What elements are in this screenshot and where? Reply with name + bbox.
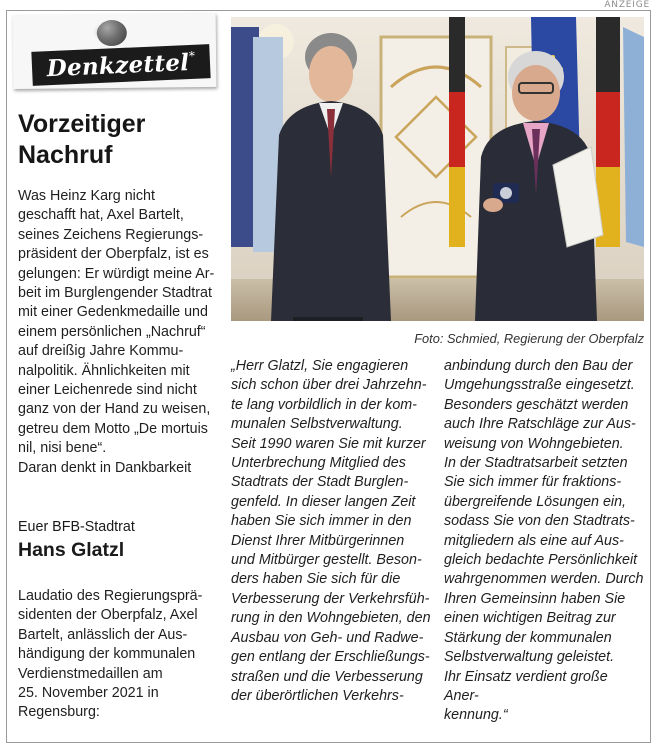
quote-line: wahrgenommen werden. Durch [444, 571, 644, 588]
quote-line: rung in den Wohngebieten, den [231, 610, 431, 627]
headline [18, 109, 218, 171]
text-line: auf dreißig Jahre Kommu- [18, 343, 184, 360]
ad-label: ANZEIGE [604, 0, 650, 10]
quote-line: Selbstverwaltung geleistet. [444, 649, 615, 666]
laudatio-quote-column-1 [231, 357, 431, 706]
text-line: gelungen: Er würdigt meine Ar- [18, 265, 215, 282]
quote-line: Verbesserung der Verkehrsfüh- [231, 590, 430, 607]
quote-line: gleich bedachte Persönlichkeit [444, 552, 638, 569]
quote-line: der überörtlichen Verkehrs- [231, 687, 404, 704]
text-line: beit im Burglengender Stadtrat [18, 285, 212, 302]
text-line: 25. November 2021 in [18, 685, 159, 702]
text-line: händigung der kommunalen [18, 646, 196, 663]
headline-line-1: Vorzeitiger [18, 110, 146, 138]
quote-line: Ausbau von Geh- und Radwe- [231, 629, 424, 646]
quote-line: übergreifende Lösungen ein, [444, 493, 627, 510]
quote-line: weisung von Wohngebieten. [444, 435, 624, 452]
photo-illustration [231, 17, 644, 321]
text-line: präsident der Oberpfalz, ist es [18, 246, 209, 263]
quote-line: sodass Sie von den Stadtrats- [444, 513, 635, 530]
intro-text [18, 187, 216, 478]
quote-line: und Mitbürger gestellt. Beson- [231, 552, 422, 569]
text-line: ganz von der Hand zu weisen, [18, 401, 211, 418]
pushpin-icon [97, 20, 127, 46]
text-line: getreu dem Motto „De mortuis [18, 420, 208, 437]
quote-line: munalen Selbstverwaltung. [231, 416, 403, 433]
signoff: Euer BFB-Stadtrat [18, 519, 135, 535]
quote-line: Ihren Gemeinsinn haben Sie [444, 590, 626, 607]
text-line: nalpolitik. Ähnlichkeiten mit [18, 362, 190, 379]
quote-line: ders haben Sie sich für die [231, 571, 401, 588]
award-photo [231, 17, 644, 321]
text-line: Bartelt, anlässlich der Aus- [18, 626, 188, 643]
quote-line: „Herr Glatzl, Sie engagieren [231, 358, 409, 374]
quote-line: einen wichtigen Beitrag zur [444, 610, 616, 627]
text-line: seines Zeichens Regierungs- [18, 226, 204, 243]
text-line: einer Leichenrede sind nicht [18, 382, 197, 399]
text-line: geschafft hat, Axel Bartelt, [18, 207, 184, 224]
quote-line: kennung.“ [444, 707, 508, 724]
quote-line: Stadtrats der Stadt Burglen- [231, 474, 409, 491]
quote-line: genfeld. In dieser langen Zeit [231, 493, 416, 510]
quote-line: Seit 1990 waren Sie mit kurzer [231, 435, 426, 452]
quote-line: anbindung durch den Bau der [444, 358, 633, 374]
quote-line: Umgehungsstraße eingesetzt. [444, 377, 635, 394]
quote-line: straßen und die Verbesserung [231, 668, 423, 685]
text-line: Was Heinz Karg nicht [18, 188, 155, 204]
photo-caption: Foto: Schmied, Regierung der Oberpfalz [414, 331, 644, 346]
quote-line: mitgliedern als eine auf Aus- [444, 532, 624, 549]
quote-line: Dienst Ihrer Mitbürgerinnen [231, 532, 405, 549]
text-line: Laudatio des Regierungsprä- [18, 588, 203, 604]
text-line: Verdienstmedaillen am [18, 665, 163, 682]
text-line: nil, nisi bene“. [18, 440, 107, 457]
text-line: einem persönlichen „Nachruf“ [18, 323, 206, 340]
author-name: Hans Glatzl [18, 539, 125, 561]
laudatio-intro [18, 587, 216, 723]
quote-line: auch Ihre Ratschläge zur Aus- [444, 416, 636, 433]
quote-line: haben Sie sich immer in den [231, 513, 412, 530]
text-line: Daran denkt in Dankbarkeit [18, 459, 192, 476]
quote-line: In der Stadtratsarbeit setzten [444, 455, 628, 472]
laudatio-quote-column-2 [444, 357, 644, 726]
denkzettel-asterisk: * [188, 48, 196, 64]
quote-line: Besonders geschätzt werden [444, 396, 629, 413]
text-line: sidenten der Oberpfalz, Axel [18, 607, 198, 624]
quote-line: Sie sich immer für fraktions- [444, 474, 622, 491]
quote-line: sich schon über drei Jahrzehn- [231, 377, 427, 394]
denkzettel-title: Denkzettel [46, 48, 190, 82]
quote-line: Stärkung der kommunalen [444, 629, 612, 646]
quote-line: Unterbrechung Mitglied des [231, 455, 406, 472]
headline-line-2: Nachruf [18, 141, 113, 169]
quote-line: Ihr Einsatz verdient große Aner- [444, 668, 608, 704]
quote-line: te lang vorbildlich in der kom- [231, 396, 417, 413]
text-line: mit einer Gedenkmedaille und [18, 304, 208, 321]
text-line: Regensburg: [18, 704, 100, 721]
quote-line: gen entlang der Erschließungs- [231, 649, 430, 666]
